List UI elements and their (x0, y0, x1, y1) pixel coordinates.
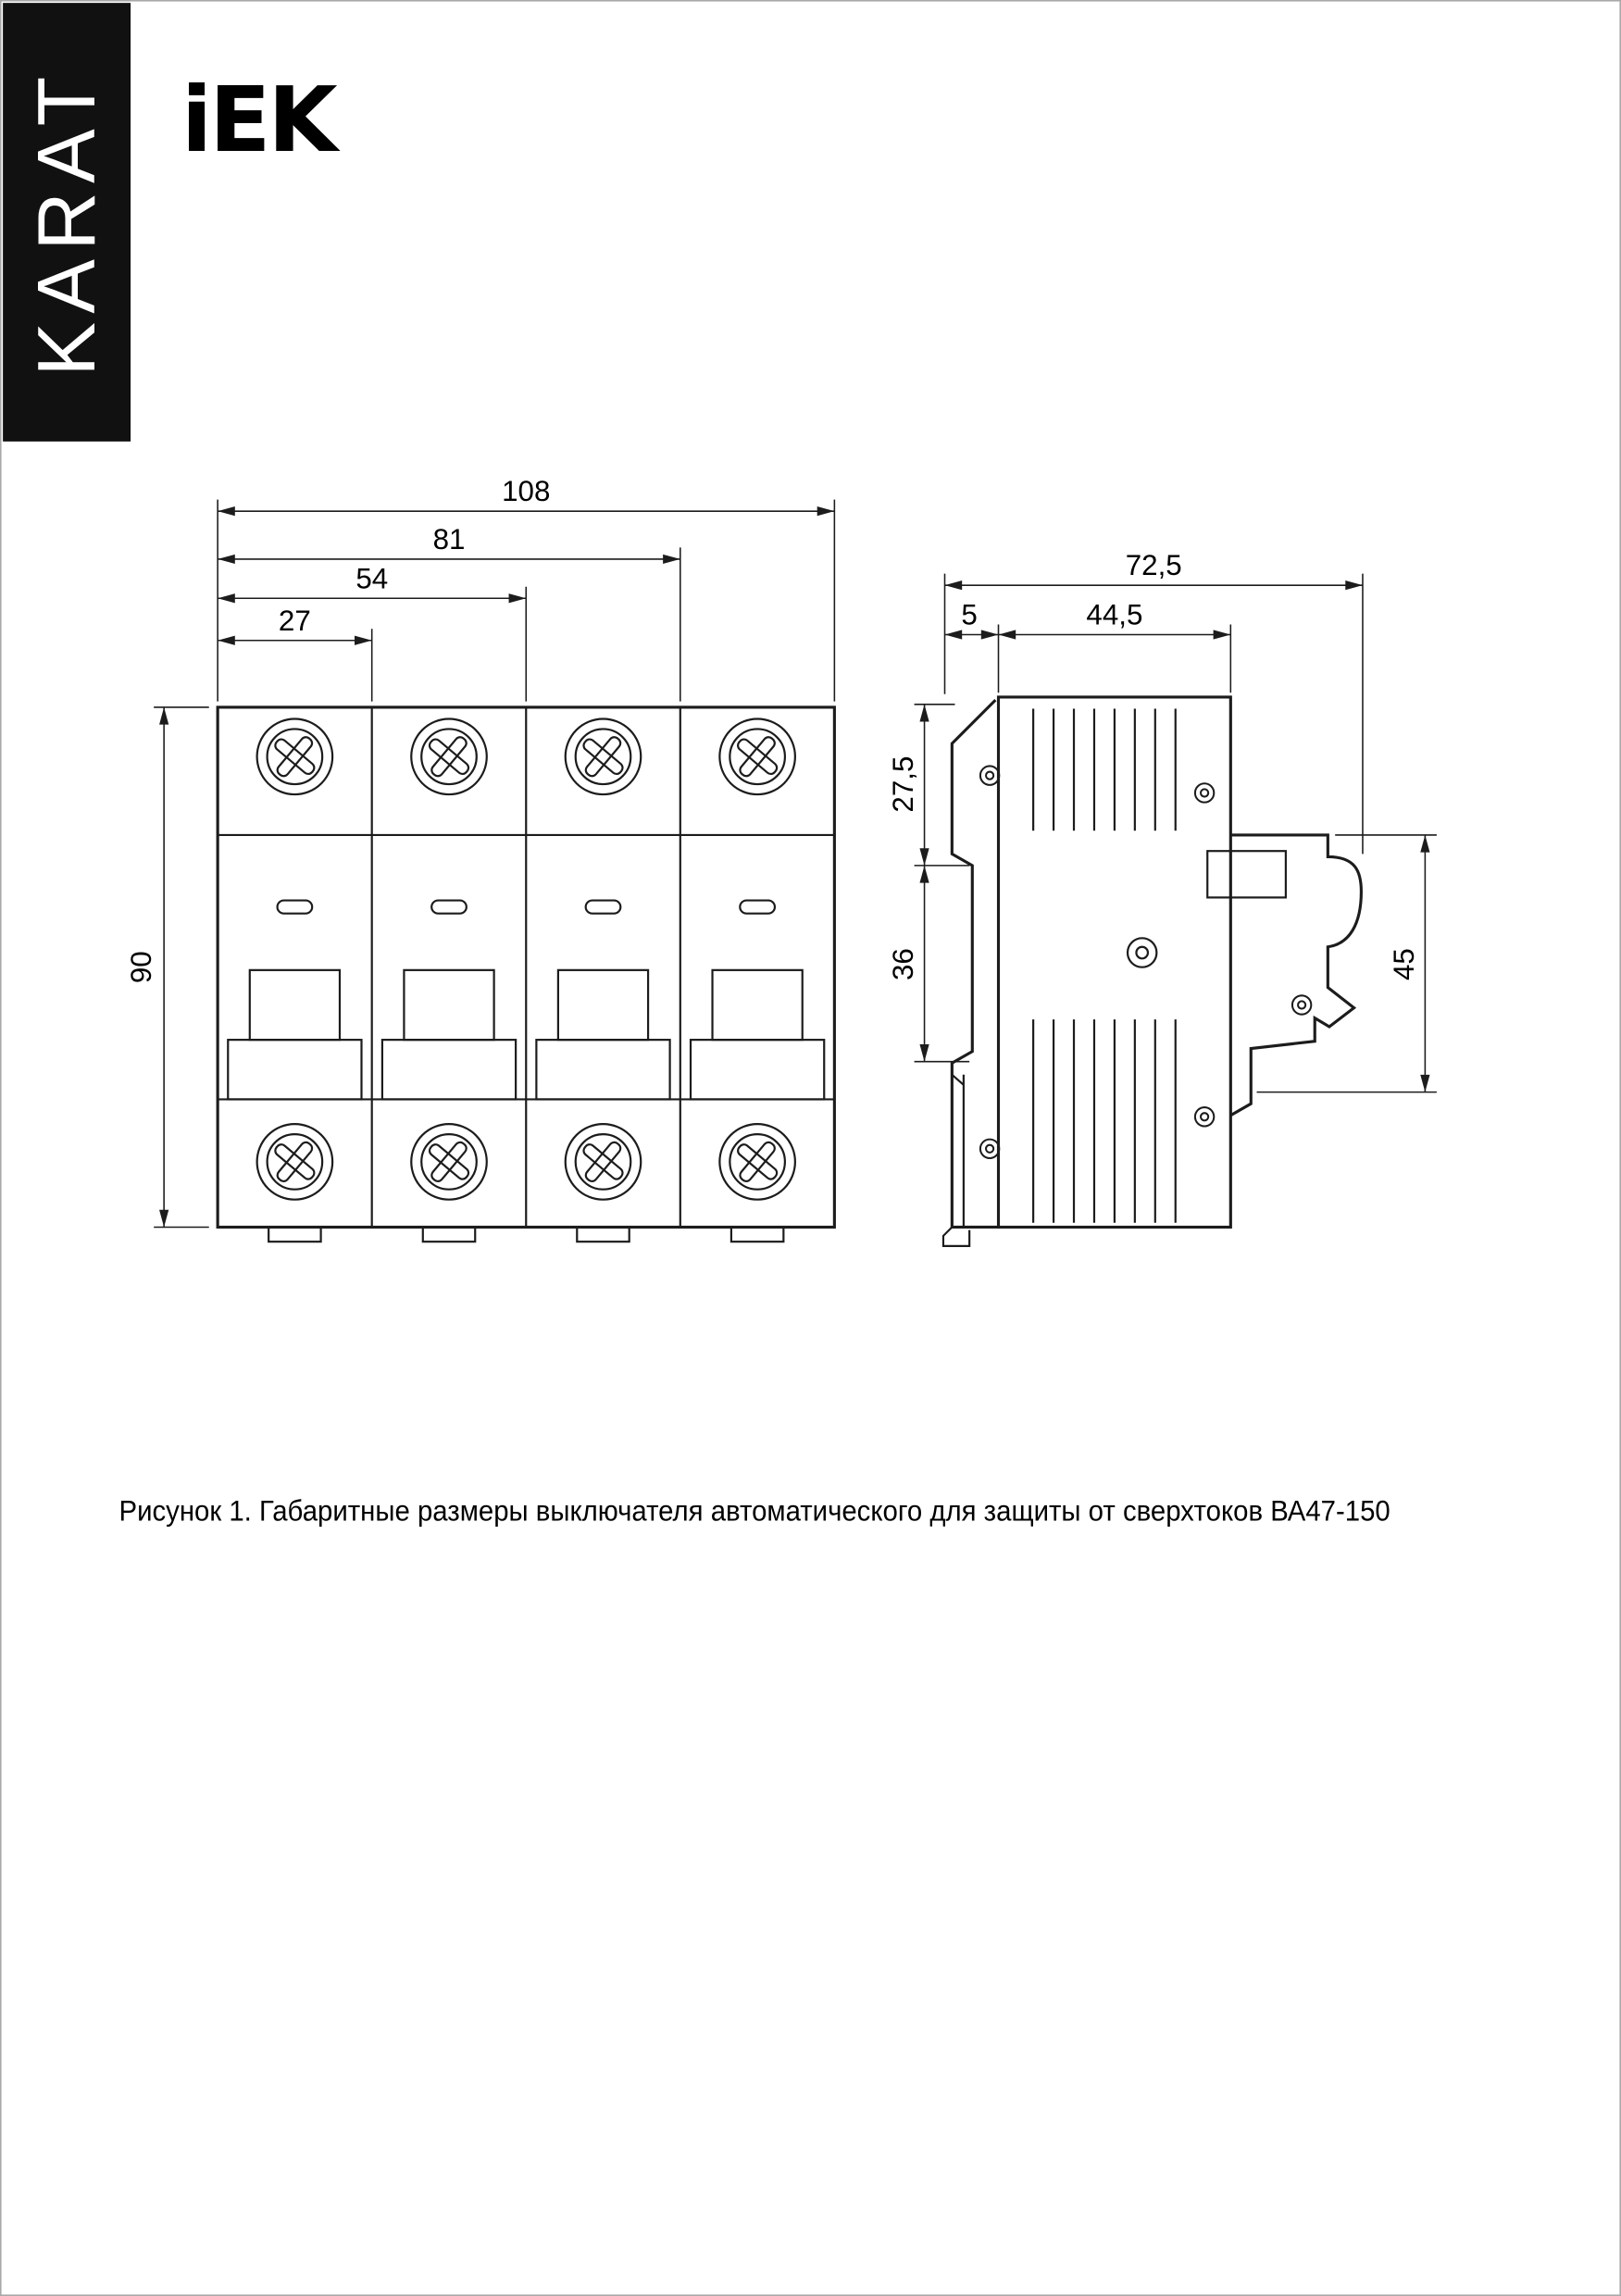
pole-1 (228, 718, 361, 1242)
terminal-screw-icon (566, 718, 642, 794)
bottom-tab (423, 1227, 475, 1242)
handle-bezel (691, 1040, 824, 1099)
dim-label-44-5: 44,5 (1086, 598, 1143, 631)
toggle-handle (250, 970, 340, 1040)
marking-window (1207, 851, 1286, 897)
handle-bezel (382, 1040, 516, 1099)
rivet-icon (980, 766, 999, 784)
dim-label-27: 27 (278, 604, 311, 637)
rivet-icon (980, 1140, 999, 1158)
dim-label-45: 45 (1387, 948, 1420, 981)
terminal-screw-icon (719, 1124, 795, 1200)
side-view-drawing (943, 697, 1361, 1246)
indicator-slot (586, 901, 621, 914)
toggle-handle (558, 970, 648, 1040)
case-screw-icon (1128, 938, 1156, 967)
front-view-dimensions (125, 475, 834, 1227)
dim-label-5: 5 (961, 598, 978, 631)
dim-label-90: 90 (125, 951, 158, 984)
dim-label-81: 81 (432, 522, 466, 555)
indicator-slot (278, 901, 313, 914)
bottom-tab (268, 1227, 320, 1242)
pole-2 (382, 718, 516, 1242)
handle-bezel (228, 1040, 361, 1099)
terminal-screw-icon (411, 718, 487, 794)
din-clip-hook (943, 1227, 969, 1245)
brand-banner (3, 3, 131, 442)
handle-bezel (536, 1040, 669, 1099)
pole-4 (691, 718, 824, 1242)
toggle-handle (404, 970, 493, 1040)
terminal-screw-icon (257, 1124, 333, 1200)
dim-label-27-5: 27,5 (887, 755, 920, 813)
din-clip-chamfer (952, 1075, 964, 1085)
bottom-tab (577, 1227, 629, 1242)
terminal-screw-icon (719, 718, 795, 794)
brand-banner-text: KARAT (21, 68, 113, 377)
terminal-screw-icon (411, 1124, 487, 1200)
front-face-profile (1230, 835, 1361, 1116)
ventilation-ribs-top (1033, 708, 1176, 830)
terminal-screw-icon (566, 1124, 642, 1200)
front-view-drawing (218, 707, 834, 1242)
ventilation-ribs-bottom (1033, 1019, 1176, 1223)
dim-label-108: 108 (502, 475, 551, 508)
pole-3 (536, 718, 669, 1242)
rivet-icon (1195, 1107, 1214, 1126)
indicator-slot (740, 901, 775, 914)
indicator-slot (431, 901, 467, 914)
terminal-screw-icon (257, 718, 333, 794)
bottom-tab (731, 1227, 783, 1242)
dim-label-72-5: 72,5 (1125, 549, 1182, 582)
rivet-icon (1195, 783, 1214, 802)
iek-logo: iEK (181, 68, 335, 173)
latch-screw-icon (1292, 995, 1311, 1014)
page-border (1, 1, 1620, 2295)
side-view-dimensions (887, 549, 1437, 1092)
toggle-handle (713, 970, 803, 1040)
figure-caption: Рисунок 1. Габаритные размеры выключателя автоматического для защиты от сверхтоков ВА47-150 (118, 1494, 1390, 1528)
dim-label-36: 36 (887, 948, 920, 981)
dim-label-54: 54 (355, 562, 389, 595)
